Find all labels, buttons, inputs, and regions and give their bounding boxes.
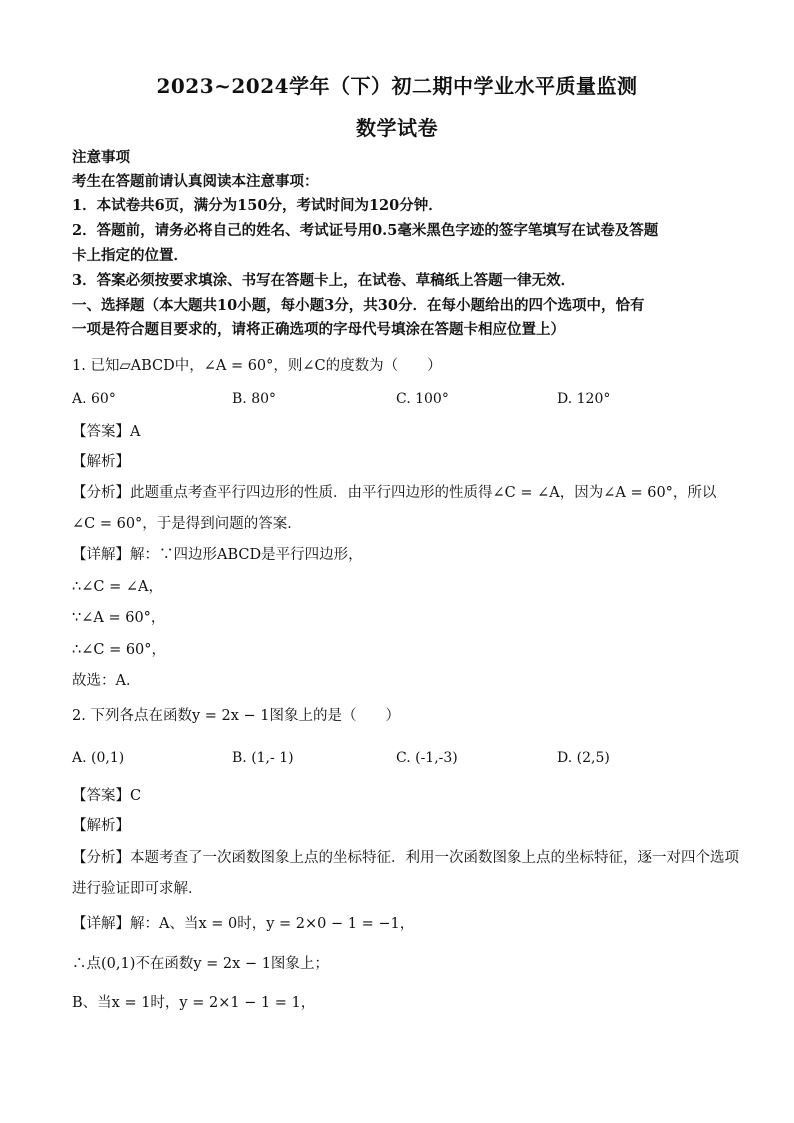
q1-option-c: C. 100°: [396, 391, 449, 407]
q2-option-c: C. (-1,-3): [396, 750, 458, 766]
q1-analysis-line: ∠C = 60°，于是得到问题的答案．: [72, 516, 302, 532]
q1-detail-line: 故选：A．: [72, 673, 141, 689]
q2-analysis-line: 【分析】本题考查了一次函数图象上点的坐标特征．利用一次函数图象上点的坐标特征，逐一对四个选项: [72, 850, 739, 866]
exam-title: 2023~2024学年（下）初二期中学业水平质量监测: [156, 74, 638, 98]
q1-detail-line: ∴∠C = 60°，: [72, 642, 167, 658]
notice-line: 考生在答题前请认真阅读本注意事项：: [72, 173, 319, 190]
q2-answer: 【答案】C: [72, 788, 142, 804]
q1-analysis-line: 【分析】此题重点考查平行四边形的性质．由平行四边形的性质得∠C = ∠A，因为∠A = 60°，所以: [72, 485, 717, 501]
q1-option-b: B. 80°: [232, 391, 277, 407]
notice-line: 2．答题前，请务必将自己的姓名、考试证号用0.5毫米黑色字迹的签字笔填写在试卷及答题: [72, 222, 659, 239]
notice-line: 3．答案必须按要求填涂、书写在答题卡上，在试卷、草稿纸上答题一律无效．: [72, 272, 576, 289]
q1-option-a: A. 60°: [72, 391, 116, 407]
q2-analysis-line: 进行验证即可求解．: [72, 881, 203, 897]
notice-heading: 注意事项: [72, 149, 130, 166]
q2-detail-line: B、当x = 1时，y = 2×1 − 1 = 1，: [72, 995, 316, 1011]
notice-line: 卡上指定的位置．: [72, 247, 188, 264]
q1-analysis-label: 【解析】: [72, 454, 130, 470]
q1-detail-line: 【详解】解：∵四边形ABCD是平行四边形，: [72, 547, 363, 563]
q2-analysis-label: 【解析】: [72, 818, 130, 834]
question-1-stem: 1. 已知▱ABCD中，∠A = 60°，则∠C的度数为（ ）: [72, 358, 442, 374]
q2-option-d: D. (2,5): [557, 750, 610, 766]
section-heading: 一、选择题（本大题共10小题，每小题3分，共30分．在每小题给出的四个选项中，恰有: [72, 297, 645, 314]
q2-detail-line: ∴点(0,1)不在函数y = 2x − 1图象上；: [72, 956, 329, 972]
q2-option-b: B. (1,- 1): [232, 750, 294, 766]
q1-detail-line: ∵∠A = 60°，: [72, 610, 166, 626]
q2-detail-line: 【详解】解：A、当x = 0时，y = 2×0 − 1 = −1，: [72, 916, 415, 932]
q1-option-d: D. 120°: [557, 391, 611, 407]
exam-subtitle: 数学试卷: [356, 116, 438, 140]
question-2-stem: 2. 下列各点在函数y = 2x − 1图象上的是（ ）: [72, 708, 400, 724]
q1-answer: 【答案】A: [72, 424, 141, 440]
q2-option-a: A. (0,1): [72, 750, 125, 766]
q1-detail-line: ∴∠C = ∠A，: [72, 579, 163, 595]
notice-line: 1．本试卷共6页，满分为150分，考试时间为120分钟．: [72, 197, 443, 214]
section-heading: 一项是符合题目要求的，请将正确选项的字母代号填涂在答题卡相应位置上）: [72, 321, 565, 338]
